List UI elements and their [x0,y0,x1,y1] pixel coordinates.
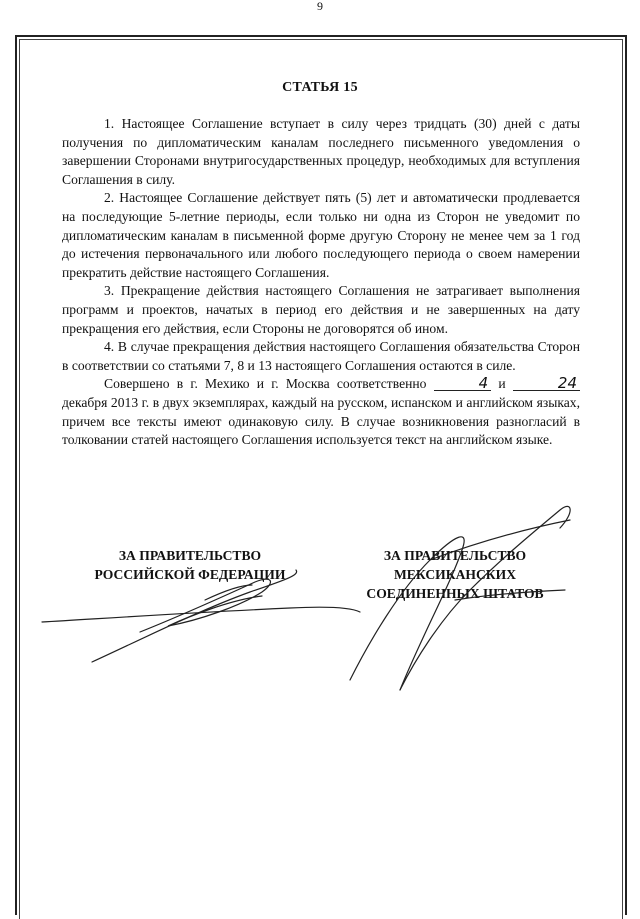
signatory-mexico-line-2: МЕКСИКАНСКИХ [393,567,517,582]
signatory-russia-line-1: ЗА ПРАВИТЕЛЬСТВО [118,548,262,563]
handwritten-day-1: 4 [434,376,492,391]
paragraph-1: 1. Настоящее Соглашение вступает в силу через тридцать (30) дней с даты получения по дипломатическим каналам последнего письменного уведомления о завершении Сторонами внутригосударственных процедур, необходимых для вступления Соглашения в силу. [62,116,580,187]
signatory-mexico-line-3: СОЕДИНЕННЫХ ШТАТОВ [366,586,544,601]
handwritten-day-2: 24 [513,376,580,391]
signatory-russia [70,546,310,584]
paragraph-4: 4. В случае прекращения действия настоящего Соглашения обязательства Сторон в соответствии со статьями 7, 8 и 13 настоящего Соглашения остаются в силе. [62,339,580,373]
signatory-russia-line-2: РОССИЙСКОЙ ФЕДЕРАЦИИ [94,567,286,582]
closing-and: и [498,376,506,392]
signatory-mexico [345,546,565,603]
article-title: СТАТЬЯ 15 [282,80,358,95]
closing-text-after: декабря 2013 г. в двух экземплярах, каждый на русском, испанском и английском языках, причем все тексты имеют одинаковую силу. В случае возникновения разногласий в толковании статей настоящего Соглашения используется текст на английском языке. [62,394,580,448]
closing-paragraph [62,375,580,449]
closing-text-before: Совершено в г. Мехико и г. Москва соответственно [104,376,427,392]
paragraph-3: 3. Прекращение действия настоящего Соглашения не затрагивает выполнения программ и проектов, начатых в период его действия и не завершенных на дату прекращения его действия, если Стороны не договорятся об ином. [62,283,580,336]
signatory-mexico-line-1: ЗА ПРАВИТЕЛЬСТВО [383,548,527,563]
page-number: 9 [317,0,323,13]
article-body [62,115,580,450]
paragraph-2: 2. Настоящее Соглашение действует пять (5) лет и автоматически продлевается на последующие 5-летние периоды, если только ни одна из Сторон не уведомит по дипломатическим каналам в письменной форме другую Сторону не менее чем за 1 год до истечения первоначального или любого последующего периода о своем намерении прекратить действие настоящего Соглашения. [62,190,580,280]
